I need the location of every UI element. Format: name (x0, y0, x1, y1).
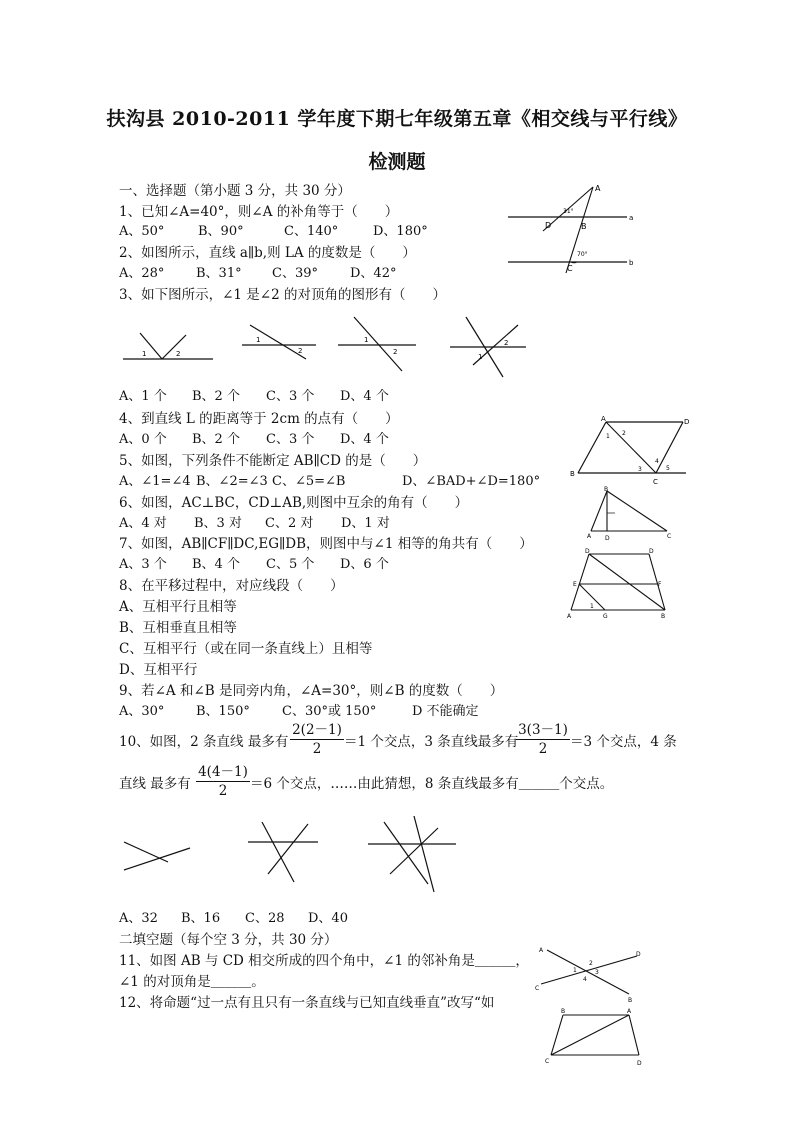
q3-option-c: C、3 个 (266, 389, 315, 404)
q1-option-a: A、50° (119, 224, 165, 239)
q8-option-d: D、互相平行 (119, 662, 198, 678)
fig-q2-label-a-line: a (629, 214, 634, 222)
fraction-3-lines (516, 722, 570, 757)
q9-option-c: C、30°或 150° (282, 704, 377, 719)
fig-q2-label-d: D (545, 221, 552, 230)
figure-q3-vertical-angles (118, 315, 538, 385)
fraction-numerator: 3(3－1) (518, 722, 568, 738)
q7-option-a: A、3 个 (119, 557, 167, 572)
q10-option-b: B、16 (181, 911, 221, 926)
q8-option-a: A、互相平行且相等 (119, 599, 237, 615)
q10-option-c: C、28 (245, 911, 285, 926)
fig-q6-label-d: D (605, 535, 610, 542)
question-10-part1: 10、如图，2 条直线 最多有 (119, 734, 289, 750)
q10-option-a: A、32 (119, 911, 158, 926)
q10-option-d: D、40 (308, 911, 348, 926)
fraction-2-lines (290, 722, 344, 757)
fig-q7-label-g: G (603, 613, 608, 620)
q5-option-d: D、∠BAD+∠D=180° (402, 474, 541, 489)
fig-q2-label-a-point: A (595, 184, 601, 193)
fraction-denominator: 2 (538, 741, 548, 757)
fig-q7-label-d2: D (649, 548, 654, 555)
fig-q2-label-b-line: b (629, 259, 634, 267)
fig-q2-angle-70: 70° (577, 251, 588, 258)
fig-q12-label-a: A (627, 1008, 632, 1015)
section-choice-heading: 一、选择题（第小题 3 分，共 30 分） (119, 183, 351, 199)
figure-q2-parallel-lines (505, 183, 635, 278)
fig-q11-label-2: 2 (589, 960, 593, 967)
q6-option-d: D、1 对 (341, 516, 390, 531)
q3-option-b: B、2 个 (192, 389, 240, 404)
q5-option-b: B、∠2=∠3 (196, 474, 268, 489)
fig-q3-d2-label-1: 1 (256, 336, 261, 344)
question-3: 3、如下图所示，∠1 是∠2 的对顶角的图形有（ ） (119, 287, 446, 303)
fig-q11-label-c: C (535, 985, 540, 992)
question-7: 7、如图，AB∥CF∥DC,EG∥DB，则图中与∠1 相等的角共有（ ） (119, 536, 533, 552)
q1-option-c: C、140° (284, 224, 339, 239)
q4-option-d: D、4 个 (340, 432, 389, 447)
question-1: 1、已知∠A=40°，则∠A 的补角等于（ ） (119, 204, 399, 220)
figure-q11-intersecting-lines (533, 940, 648, 1004)
question-10-part3: ＝3 个交点，4 条 (570, 734, 677, 750)
fig-q3-d2-label-2: 2 (298, 347, 303, 355)
fig-q3-d3-label-1: 1 (364, 336, 369, 344)
fig-q3-d1-label-1: 1 (142, 350, 147, 358)
fig-q7-label-1: 1 (590, 603, 594, 610)
q1-option-b: B、90° (198, 224, 244, 239)
question-5: 5、如图，下列条件不能断定 AB∥CD 的是（ ） (119, 453, 427, 469)
fraction-numerator: 4(4－1) (198, 764, 248, 780)
q1-option-d: D、180° (373, 224, 428, 239)
fig-q2-angle-31: 31° (563, 208, 574, 215)
fig-q12-label-d: D (637, 1060, 642, 1067)
question-11-line2: ∠1 的对顶角是＿＿＿。 (119, 974, 265, 990)
fig-q7-label-b: B (661, 613, 666, 620)
fig-q12-label-c: C (545, 1058, 550, 1065)
q7-option-b: B、4 个 (192, 557, 240, 572)
q8-option-b: B、互相垂直且相等 (119, 620, 237, 636)
fig-q11-label-1: 1 (573, 967, 577, 974)
fraction-4-lines (196, 764, 250, 799)
question-10-part5: ＝6 个交点，……由此猜想，8 条直线最多有＿＿＿个交点。 (250, 776, 614, 792)
q2-option-b: B、31° (196, 266, 242, 281)
fig-q5-label-5: 5 (666, 465, 670, 472)
question-10-part4: 直线 最多有 (119, 776, 191, 792)
fig-q5-label-3: 3 (638, 466, 642, 473)
fig-q11-label-a: A (539, 947, 544, 954)
figure-q12-trapezoid (541, 1005, 651, 1075)
question-2: 2、如图所示，直线 a∥b,则 LA 的度数是（ ） (119, 245, 416, 261)
fig-q7-label-d1: D (585, 548, 590, 555)
page-subtitle: 检测题 (368, 151, 426, 173)
q4-option-c: C、3 个 (266, 432, 315, 447)
question-11-line1: 11、如图 AB 与 CD 相交所成的四个角中，∠1 的邻补角是＿＿＿， (119, 953, 529, 969)
question-10-part2: ＝1 个交点，3 条直线最多有 (344, 734, 519, 750)
question-12: 12、将命题“过一点有且只有一条直线与已知直线垂直”改写“如 (119, 995, 495, 1011)
fig-q7-label-f: F (658, 581, 662, 588)
figure-q5-parallelogram (568, 412, 693, 490)
q3-option-a: A、1 个 (119, 389, 167, 404)
q3-option-d: D、4 个 (340, 389, 389, 404)
figure-q6-right-triangle (587, 485, 677, 545)
figure-q7-trapezoid (565, 548, 675, 620)
fig-q3-d4-label-2: 2 (504, 339, 509, 347)
q4-option-a: A、0 个 (119, 432, 167, 447)
fraction-denominator: 2 (312, 741, 322, 757)
fig-q2-label-b-point: B (581, 222, 587, 231)
fig-q11-label-4: 4 (583, 976, 587, 983)
fig-q3-d1-label-2: 2 (176, 350, 181, 358)
q7-option-c: C、5 个 (266, 557, 315, 572)
question-9: 9、若∠A 和∠B 是同旁内角，∠A=30°，则∠B 的度数（ ） (119, 683, 504, 699)
fig-q5-label-1: 1 (606, 433, 610, 440)
fig-q7-label-e: E (573, 581, 577, 588)
fig-q12-label-b: B (561, 1008, 566, 1015)
fig-q11-label-3: 3 (595, 969, 599, 976)
q5-option-c: C、∠5=∠B (272, 474, 346, 489)
fig-q5-label-a: A (601, 415, 606, 423)
fig-q5-label-c: C (653, 478, 658, 486)
fig-q11-label-d: D (636, 951, 641, 958)
fig-q7-label-a: A (567, 613, 572, 620)
q9-option-d: D 不能确定 (412, 704, 479, 719)
q9-option-b: B、150° (196, 704, 250, 719)
fig-q2-label-c: C (567, 264, 573, 273)
fraction-denominator: 2 (218, 783, 228, 799)
fraction-numerator: 2(2－1) (292, 722, 342, 738)
question-8: 8、在平移过程中，对应线段（ ） (119, 578, 344, 594)
page-title: 扶沟县 2010-2011 学年度下期七年级第五章《相交线与平行线》 (106, 108, 688, 130)
fig-q3-d3-label-2: 2 (393, 348, 398, 356)
q9-option-a: A、30° (119, 704, 165, 719)
q2-option-a: A、28° (119, 266, 165, 281)
question-6: 6、如图，AC⊥BC，CD⊥AB,则图中互余的角有（ ） (119, 495, 469, 511)
fig-q6-label-a: A (587, 533, 592, 540)
fig-q5-label-4: 4 (655, 458, 659, 465)
fig-q5-label-d: D (684, 418, 690, 426)
q4-option-b: B、2 个 (192, 432, 240, 447)
q7-option-d: D、6 个 (340, 557, 389, 572)
fig-q6-label-c: C (667, 533, 672, 540)
fig-q11-label-b: B (628, 997, 633, 1004)
fig-q6-label-b: B (604, 486, 609, 493)
q6-option-a: A、4 对 (119, 516, 167, 531)
q6-option-b: B、3 对 (194, 516, 242, 531)
fig-q3-d4-label-1: 1 (478, 353, 483, 361)
figure-q10-line-intersections (118, 812, 468, 897)
q8-option-c: C、互相平行（或在同一条直线上）且相等 (119, 641, 373, 657)
fig-q5-label-2: 2 (622, 430, 626, 437)
section-fill-heading: 二填空题（每个空 3 分，共 30 分） (119, 932, 338, 948)
question-4: 4、到直线 L 的距离等于 2cm 的点有（ ） (119, 411, 399, 427)
q2-option-c: C、39° (272, 266, 318, 281)
q5-option-a: A、∠1=∠4 (119, 474, 191, 489)
q2-option-d: D、42° (350, 266, 397, 281)
q6-option-c: C、2 对 (265, 516, 314, 531)
fig-q5-label-b: B (570, 470, 575, 478)
